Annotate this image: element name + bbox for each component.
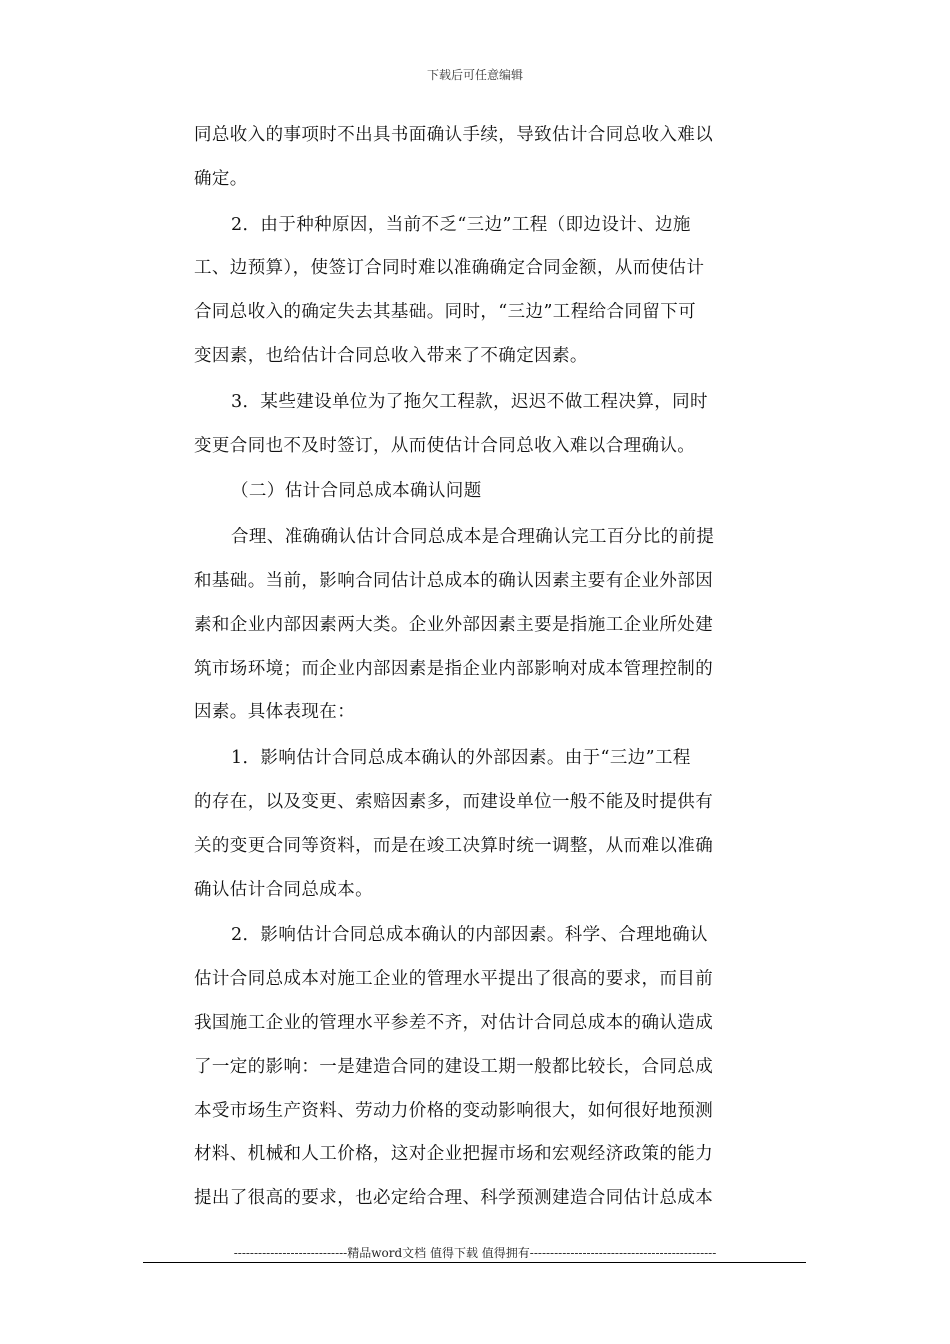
footer-divider [143, 1262, 806, 1263]
text-line: 同总收入的事项时不出具书面确认手续，导致估计合同总收入难以 [194, 125, 714, 145]
text-line: 提出了很高的要求，也必定给合理、科学预测建造合同估计总成本 [194, 1188, 714, 1209]
text-line: 3．某些建设单位为了拖欠工程款，迟迟不做工程决算，同时 [231, 391, 708, 412]
section-heading [194, 470, 754, 514]
document-body [194, 114, 754, 1223]
heading-text: （二）估计合同总成本确认问题 [231, 481, 482, 502]
paragraph [194, 381, 754, 469]
text-line: 本受市场生产资料、劳动力价格的变动影响很大，如何很好地预测 [194, 1100, 714, 1121]
text-line: 和基础。当前，影响合同估计总成本的确认因素主要有企业外部因 [194, 570, 714, 591]
text-line: 确定。 [194, 168, 248, 189]
text-line: 变更合同也不及时签订，从而使估计合同总收入难以合理确认。 [194, 435, 696, 456]
paragraph [194, 114, 754, 202]
text-line: 素和企业内部因素两大类。企业外部因素主要是指施工企业所处建 [194, 614, 714, 635]
paragraph [194, 516, 754, 735]
text-line: 筑市场环境；而企业内部因素是指企业内部影响对成本管理控制的 [194, 658, 714, 679]
text-line: 1．影响估计合同总成本确认的外部因素。由于“三边”工程 [231, 748, 691, 769]
text-line: 2．影响估计合同总成本确认的内部因素。科学、合理地确认 [231, 925, 708, 946]
text-line: 合同总收入的确定失去其基础。同时，“三边”工程给合同留下可 [194, 302, 696, 323]
text-line: 估计合同总成本对施工企业的管理水平提出了很高的要求，而目前 [194, 969, 714, 990]
text-line: 工、边预算），使签订合同时难以准确确定合同金额，从而使估计 [194, 258, 705, 279]
paragraph [194, 737, 754, 912]
footer-text: ----------------------------精品word文档 值得下载 值得拥有---------------------------------------------- [233, 1246, 717, 1260]
text-line: 我国施工企业的管理水平参差不齐，对估计合同总成本的确认造成 [194, 1012, 714, 1033]
header-note: 下载后可任意编辑 [426, 68, 523, 82]
text-line: 合理、准确确认估计合同总成本是合理确认完工百分比的前提 [231, 527, 715, 548]
text-line: 2．由于种种原因，当前不乏“三边”工程（即边设计、边施 [231, 214, 691, 235]
text-line: 了一定的影响：一是建造合同的建设工期一般都比较长，合同总成 [194, 1056, 714, 1077]
text-line: 确认估计合同总成本。 [194, 879, 373, 900]
text-line: 关的变更合同等资料，而是在竣工决算时统一调整，从而难以准确 [194, 835, 714, 856]
text-line: 材料、机械和人工价格，这对企业把握市场和宏观经济政策的能力 [194, 1144, 714, 1165]
paragraph [194, 204, 754, 379]
text-line: 变因素，也给估计合同总收入带来了不确定因素。 [194, 345, 588, 366]
text-line: 因素。具体表现在： [194, 702, 356, 723]
paragraph [194, 914, 754, 1221]
text-line: 的存在，以及变更、索赔因素多，而建设单位一般不能及时提供有 [194, 791, 714, 812]
